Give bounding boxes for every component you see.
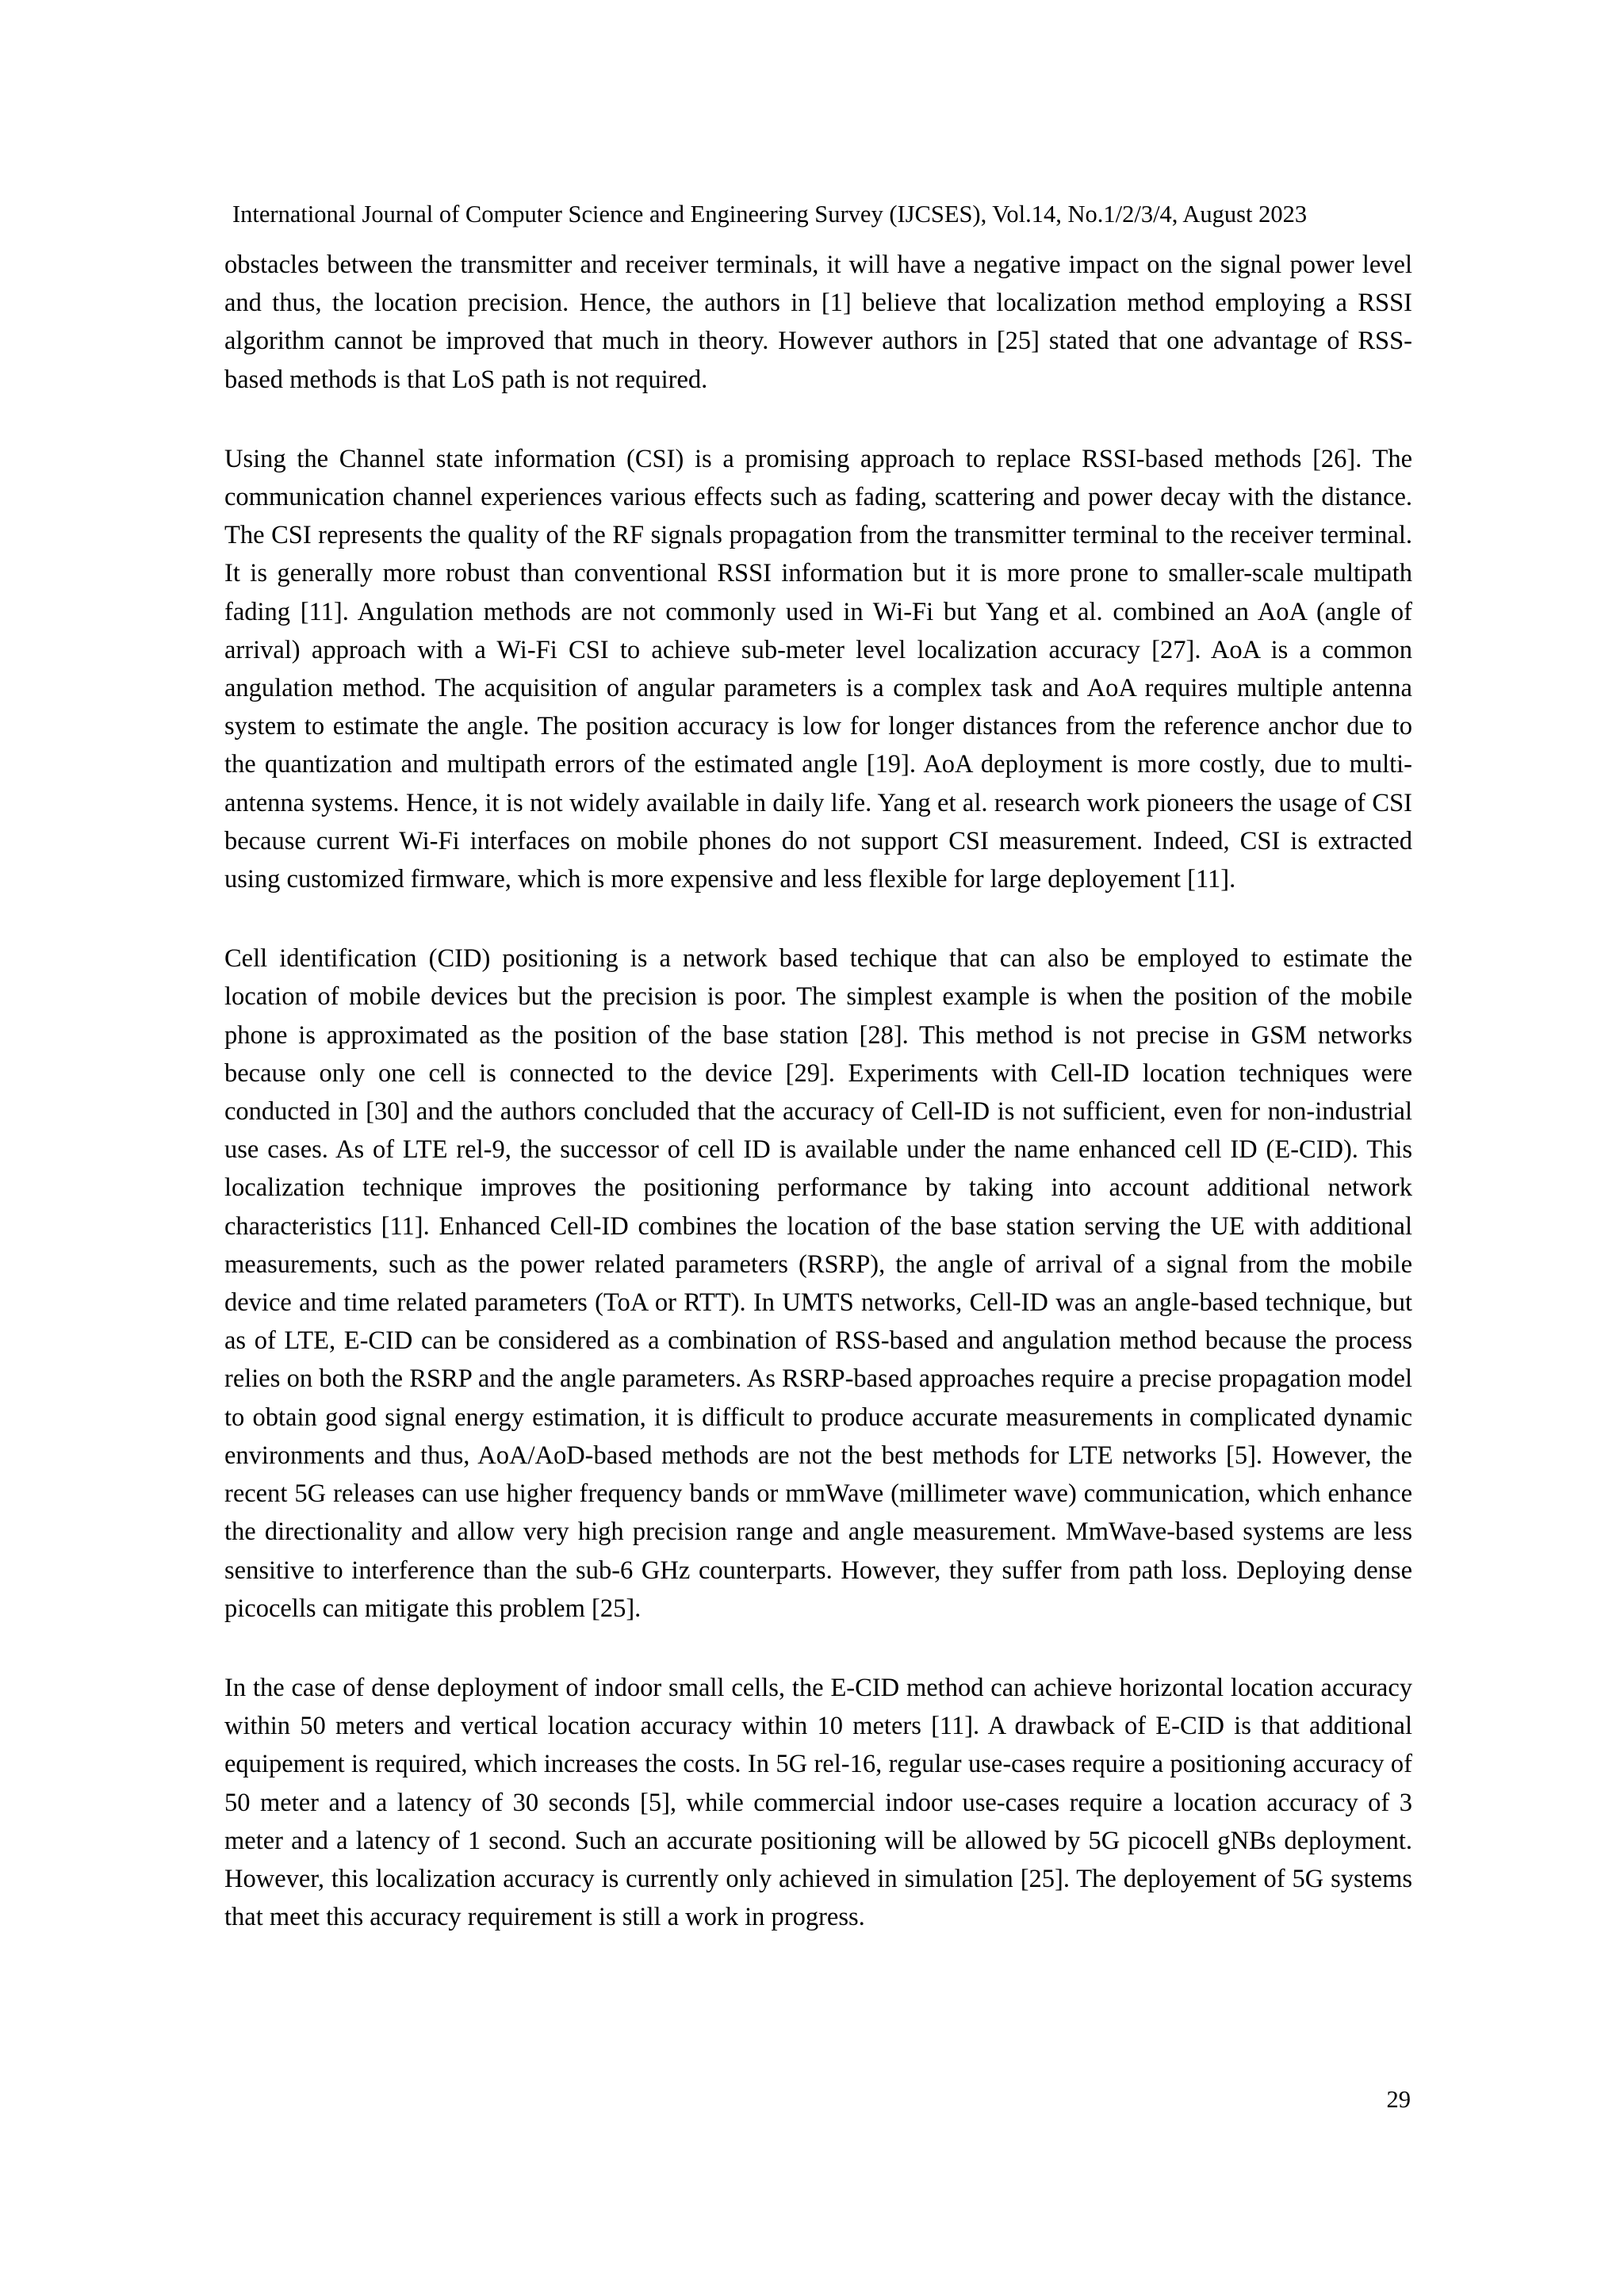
paragraph-rssi-limitations: obstacles between the transmitter and receiver terminals, it will have a negative impact on the signal power level and thus, the location precision. Hence, the authors in [1] believe that localization method employing a RSSI algorithm cannot be improved that much in theory. However authors in [25] stated that one advantage of RSS-based methods is that LoS path is not required. — [224, 251, 1412, 394]
paragraph-csi: Using the Channel state information (CSI) is a promising approach to replace RSSI-based methods [26]. The communication channel experiences various effects such as fading, scattering and power decay with the distance. The CSI represents the quality of the RF signals propagation from the transmitter terminal to the receiver terminal. It is generally more robust than conventional RSSI information but it is more prone to smaller-scale multipath fading [11]. Angulation methods are not commonly used in Wi-Fi but Yang et al. combined an AoA (angle of arrival) approach with a Wi-Fi CSI to achieve sub-meter level localization accuracy [27]. AoA is a common angulation method. The acquisition of angular parameters is a complex task and AoA requires multiple antenna system to estimate the angle. The position accuracy is low for longer distances from the reference anchor due to the quantization and multipath errors of the estimated angle [19]. AoA deployment is more costly, due to multi-antenna systems. Hence, it is not widely available in daily life. Yang et al. research work pioneers the usage of CSI because current Wi-Fi interfaces on mobile phones do not support CSI measurement. Indeed, CSI is extracted using customized firmware, which is more expensive and less flexible for large deployement [11]. — [224, 444, 1412, 894]
paragraph-cell-id: Cell identification (CID) positioning is a network based techique that can also be employed to estimate the location of mobile devices but the precision is poor. The simplest example is when the position of the mobile phone is approximated as the position of the base station [28]. This method is not precise in GSM networks because only one cell is connected to the device [29]. Experiments with Cell-ID location techniques were conducted in [30] and the authors concluded that the accuracy of Cell-ID is not sufficient, even for non-industrial use cases. As of LTE rel-9, the successor of cell ID is available under the name enhanced cell ID (E-CID). This localization technique improves the positioning performance by taking into account additional network characteristics [11]. Enhanced Cell-ID combines the location of the base station serving the UE with additional measurements, such as the power related parameters (RSRP), the angle of arrival of a signal from the mobile device and time related parameters (ToA or RTT). In UMTS networks, Cell-ID was an angle-based technique, but as of LTE, E-CID can be considered as a combination of RSS-based and angulation method because the process relies on both the RSRP and the angle parameters. As RSRP-based approaches require a precise propagation model to obtain good signal energy estimation, it is difficult to produce accurate measurements in complicated dynamic environments and thus, AoA/AoD-based methods are not the best methods for LTE networks [5]. However, the recent 5G releases can use higher frequency bands or mmWave (millimeter wave) communication, which enhance the directionality and allow very high precision range and angle measurement. MmWave-based systems are less sensitive to interference than the sub-6 GHz counterparts. However, they suffer from path loss. Deploying dense picocells can mitigate this problem [25]. — [224, 944, 1412, 1623]
paragraph-e-cid-accuracy: In the case of dense deployment of indoor small cells, the E-CID method can achieve horizontal location accuracy within 50 meters and vertical location accuracy within 10 meters [11]. A drawback of E-CID is that additional equipement is required, which increases the costs. In 5G rel-16, regular use-cases require a positioning accuracy of 50 meter and a latency of 30 seconds [5], while commercial indoor use-cases require a location accuracy of 3 meter and a latency of 1 second. Such an accurate positioning will be allowed by 5G picocell gNBs deployment. However, this localization accuracy is currently only achieved in simulation [25]. The deployement of 5G systems that meet this accuracy requirement is still a work in progress. — [224, 1673, 1412, 1932]
body-text — [224, 246, 1412, 1977]
running-header: International Journal of Computer Science and Engineering Survey (IJCSES), Vol.14, No.1/2/3/4, August 2023 — [232, 201, 1308, 228]
page-number: 29 — [1386, 2086, 1411, 2113]
